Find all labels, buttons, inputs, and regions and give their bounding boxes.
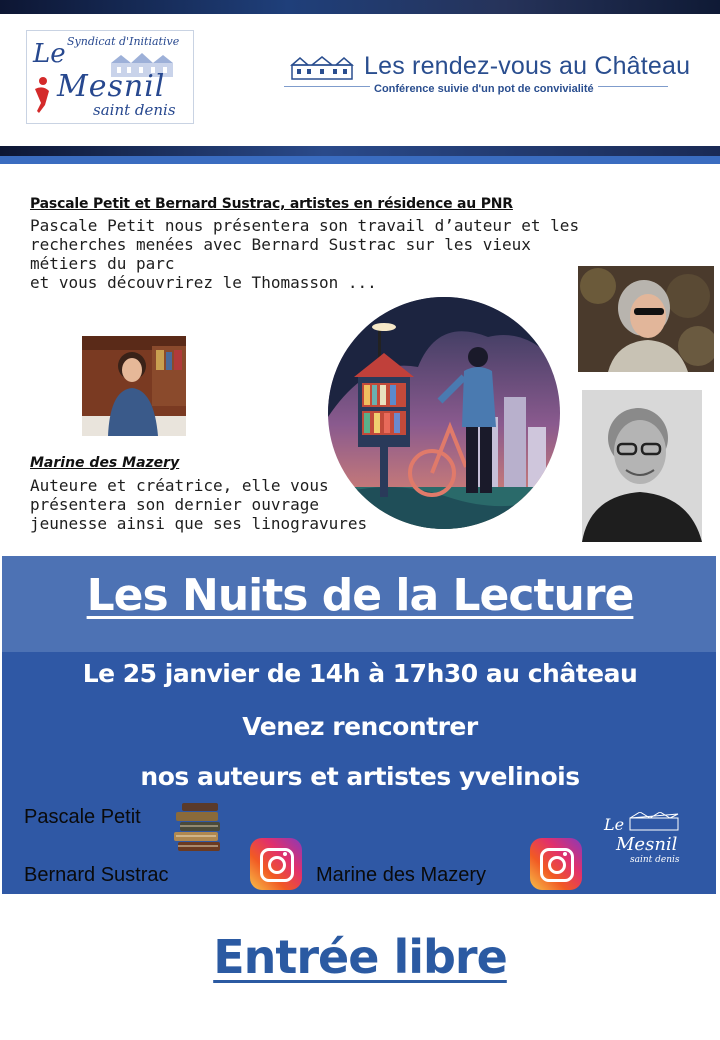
middle-bar-light xyxy=(0,156,720,164)
logo-line-le: Le xyxy=(33,39,66,69)
intro1-line: et vous découvrirez le Thomasson ... xyxy=(30,273,377,292)
name-bernard: Bernard Sustrac xyxy=(24,864,169,886)
syndicat-logo xyxy=(26,30,194,124)
intro1-line: Pascale Petit nous présentera son travail d’auteur et les xyxy=(30,216,580,235)
logo-line-saint-denis: saint denis xyxy=(93,101,176,119)
white-logo-saint-denis: saint denis xyxy=(630,855,680,864)
white-logo-mesnil: Mesnil xyxy=(616,834,678,855)
logo-line-syndicat: Syndicat d'Initiative xyxy=(67,35,180,48)
figure-icon xyxy=(31,75,53,115)
middle-bar xyxy=(0,146,720,156)
intro2-line: présentera son dernier ouvrage xyxy=(30,495,319,514)
name-pascale: Pascale Petit xyxy=(24,806,141,828)
entree-libre xyxy=(0,930,720,984)
event-invite: Venez rencontrer xyxy=(242,712,478,741)
intro1-line: recherches menées avec Bernard Sustrac sur les vieux xyxy=(30,235,531,254)
header-title: Les rendez-vous au Château xyxy=(364,52,691,80)
top-bar xyxy=(0,0,720,14)
bernard-photo xyxy=(582,390,702,542)
intro1-line: métiers du parc xyxy=(30,254,175,273)
event-invite-2: nos auteurs et artistes yvelinois xyxy=(140,762,580,791)
intro2-line: Auteure et créatrice, elle vous xyxy=(30,476,329,495)
instagram-icon[interactable] xyxy=(530,838,582,890)
intro2-text xyxy=(30,476,367,533)
event-title-text: Les Nuits de la Lecture xyxy=(86,570,634,621)
books-icon xyxy=(172,798,224,854)
intro2-line: jeunesse ainsi que ses linogravures xyxy=(30,514,368,533)
marine-photo xyxy=(82,336,186,436)
instagram-icon[interactable] xyxy=(250,838,302,890)
chateau-icon xyxy=(290,55,354,81)
name-marine: Marine des Mazery xyxy=(316,864,487,886)
intro2-title: Marine des Mazery xyxy=(30,455,180,471)
event-date: Le 25 janvier de 14h à 17h30 au château xyxy=(82,659,638,688)
header-subtitle: Conférence suivie d'un pot de convivialité xyxy=(370,83,598,95)
intro1-text xyxy=(30,216,579,292)
intro1-title: Pascale Petit et Bernard Sustrac, artistes en résidence au PNR xyxy=(30,196,513,212)
mesnil-logo-white xyxy=(602,812,692,864)
entree-libre-text: Entrée libre xyxy=(213,930,507,984)
logo-line-mesnil: Mesnil xyxy=(57,69,166,104)
white-logo-le: Le xyxy=(604,815,625,834)
event-title xyxy=(0,570,720,621)
pascale-photo xyxy=(578,266,714,372)
